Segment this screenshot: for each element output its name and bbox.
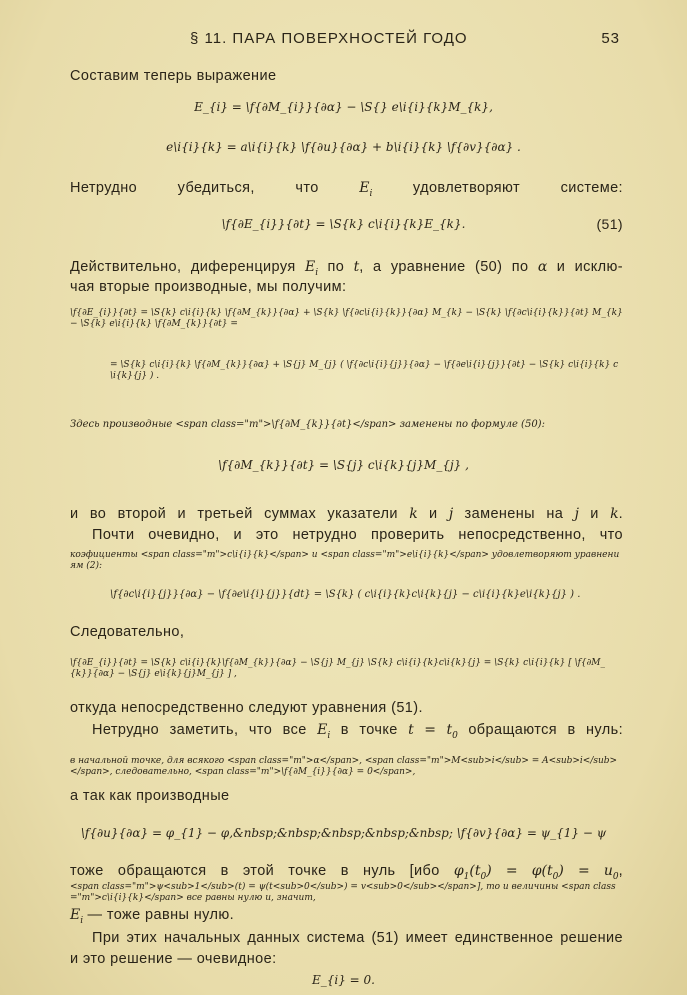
- text-line: в начальной точке, для всякого <span class="m">α</span>, <span class="m">M<sub>i</sub> = A<sub>i</sub></span>, следовательно, <span class="m">\f{∂M_{i}}{∂α} = 0</span>,: [70, 756, 618, 777]
- formula-e: e\i{i}{k} = a\i{i}{k} \f{∂u}{∂α} + b\i{i}{k} \f{∂v}{∂α} .: [166, 140, 521, 154]
- formula-E: E_{i} = \f{∂M_{i}}{∂α} − \S{} e\i{i}{k}M_{k},: [194, 100, 493, 114]
- page-number: 53: [601, 30, 620, 47]
- formula-derivation-2: = \S{k} c\i{i}{k} \f{∂M_{k}}{∂α} + \S{j} M_{j} ( \f{∂c\i{i}{j}}{∂α} − \f{∂e\i{i}{j}}{∂t} − \S{k} c\i{i}{k} c\i{k}{j} ) .: [110, 360, 619, 381]
- section-title: § 11. ПАРА ПОВЕРХНОСТЕЙ ГОДО: [190, 30, 468, 47]
- formula-2: \f{∂c\i{i}{j}}{∂α} − \f{∂e\i{i}{j}}{dt} = \S{k} ( c\i{i}{k}c\i{k}{j} − c\i{i}{k}e\i{k}{j} ) .: [110, 589, 581, 600]
- formula-conclusion: \f{∂E_{i}}{∂t} = \S{k} c\i{i}{k}\f{∂M_{k}}{∂α} − \S{j} M_{j} \S{k} c\i{i}{k}c\i{k}{j} = \S{k} c\i{i}{k} [ \f{∂M_{k}}{∂α} − \S{j} e\i{k}{j}M_{j} ] ,: [70, 658, 606, 679]
- text-line: Нетрудно убедиться, что $E_i$ удовлетворяют системе:: [70, 180, 623, 199]
- text-line: $E_i$ — тоже равны нулю.: [70, 907, 235, 926]
- equation-number: (51): [596, 216, 623, 232]
- text-line: и это решение — очевидное:: [70, 951, 277, 967]
- formula-solution: E_{i} = 0.: [312, 973, 375, 987]
- text-line: а так как производные: [70, 788, 230, 804]
- text-line: тоже обращаются в этой точке в нуль [ибо $\varphi_1(t_0) = \varphi(t_0) = u_0$,: [70, 863, 624, 882]
- text-line: Почти очевидно, и это нетрудно проверить непосредственно, что: [92, 527, 623, 543]
- text-line: откуда непосредственно следуют уравнения (51).: [70, 700, 423, 716]
- text-line: коэфициенты <span class="m">c\i{i}{k}</span> и <span class="m">e\i{i}{k}</span> удовлетворяют уравнениям (2):: [70, 550, 620, 571]
- text-line: чая вторые производные, мы получим:: [70, 279, 347, 295]
- formula-50: \f{∂M_{k}}{∂t} = \S{j} c\i{k}{j}M_{j} ,: [218, 458, 469, 472]
- text-line: Нетрудно заметить, что все $E_i$ в точке $t = t_0$ обращаются в нуль:: [92, 722, 623, 741]
- text-line: При этих начальных данных система (51) имеет единственное решение: [92, 930, 623, 946]
- text-line: Составим теперь выражение: [70, 68, 277, 84]
- text-line: Действительно, диференцируя $E_i$ по t, а уравнение (50) по α и исклю-: [70, 259, 624, 278]
- formula-derivation-1: \f{∂E_{i}}{∂t} = \S{k} c\i{i}{k} \f{∂M_{k}}{∂α} + \S{k} \f{∂c\i{i}{k}}{∂α} M_{k} − \S{k} \f{∂c\i{i}{k}}{∂t} M_{k} − \S{k} e\i{i}{k} \f{∂M_{k}}{∂t} =: [70, 308, 623, 329]
- text-line: и во второй и третьей суммах указатели k и j заменены на j и k.: [70, 506, 624, 522]
- formula-51: [0, 214, 687, 234]
- text-line: <span class="m">ψ<sub>1</sub>(t) = ψ(t<sub>0</sub>) = v<sub>0</sub></span>], то и величины <span class="m">c\i{i}{k}</span> все равны нулю и, значит,: [70, 882, 616, 903]
- formula-uv: \f{∂u}{∂α} = φ_{1} − φ,&nbsp;&nbsp;&nbsp;&nbsp;&nbsp; \f{∂v}{∂α} = ψ_{1} − ψ: [80, 826, 607, 840]
- formula-51-body: \f{∂E_{i}}{∂t} = \S{k} c\i{i}{k}E_{k}.: [221, 217, 466, 231]
- text-line: Здесь производные <span class="m">\f{∂M_{k}}{∂t}</span> заменены по формуле (50):: [70, 419, 545, 430]
- text-line: Следовательно,: [70, 624, 185, 640]
